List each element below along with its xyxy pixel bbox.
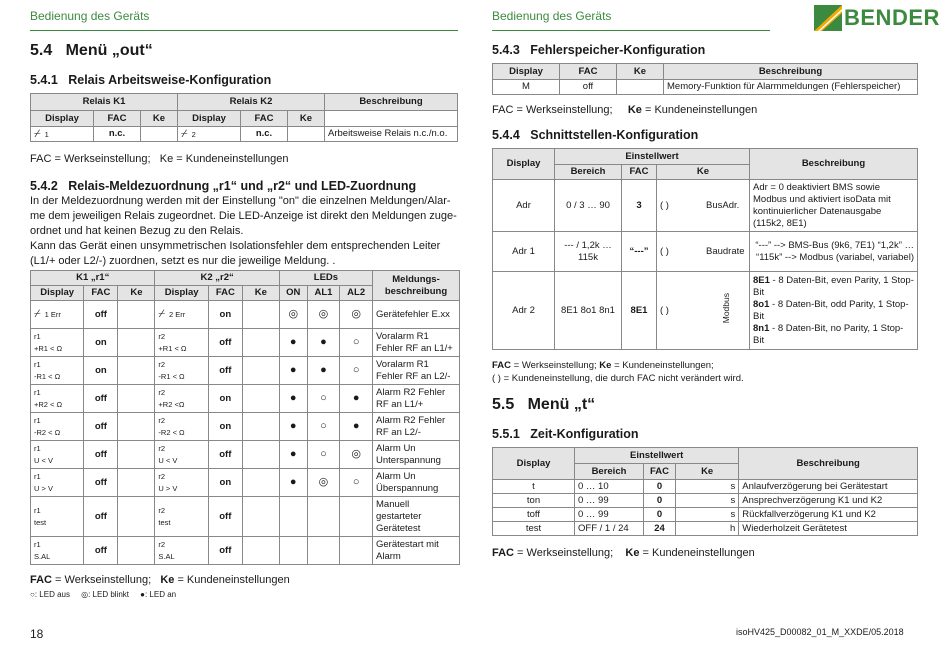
relay-mode-table (30, 93, 458, 142)
led-empty (340, 537, 373, 565)
header-right: Bedienung des Geräts (492, 9, 612, 23)
led-on-icon (307, 329, 340, 357)
table-row: r1 S.AL off r2 S.AL off Gerätestart mit Alarm (31, 537, 460, 565)
table-row: ton 0 … 99 0 s Ansprechverzögerung K1 und K2 (493, 494, 918, 508)
led-empty (307, 537, 340, 565)
th-leds: LEDs (279, 271, 372, 286)
relay-icon: ⌿ (34, 127, 41, 140)
led-blink-icon (340, 301, 373, 329)
table-row: Adr 2 8E1 8o1 8n1 8E1 ( ) Modbus 8E1 - 8 Daten-Bit, even Parity, 1 Stop-Bit 8o1 - 8 Daten-Bit, odd Parity, 1 Stop-Bit 8n1 - 8 Daten-Bit, no Parity, 1 Stop-Bit (493, 272, 918, 350)
relay-symbol-cell: ⌿ 1 (31, 127, 94, 142)
led-blink-icon (307, 301, 340, 329)
led-blink-icon (279, 301, 307, 329)
th-beschreibung: Beschreibung (325, 94, 458, 111)
table-row: t 0 … 10 0 s Anlaufverzögerung bei Gerätestart (493, 480, 918, 494)
error-memory-table: Display FAC Ke Beschreibung M off Memory-Funktion für Alarmmeldungen (Fehlerspeicher) (492, 63, 918, 95)
th-fac-1: FAC (94, 111, 141, 127)
th-relay-k2: Relais K2 (178, 94, 325, 111)
section-5-5-1-title: 5.5.1 Zeit-Konfiguration (492, 427, 639, 441)
led-off-icon (340, 469, 373, 497)
led-on-icon (279, 329, 307, 357)
led-on-icon (307, 357, 340, 385)
th-display-2: Display (178, 111, 241, 127)
section-5-4-2-paragraph: In der Meldezuordnung werden mit der Einstellung "on" die einzelnen Meldungen/Alar- me dem jeweiligen Relais zugeordnet. Die LED-Anzeige ist direkt den Meldungen zuge- ordnet und hat keinen Bezug zu den Relais. Kann das Gerät einen unsymmetrischen Isolationsfehler dem entsprechenden Leiter (L1/+ oder L2/-) zuordnen, setzt es nur die jeweilige Meldung. . (30, 195, 457, 267)
led-off-icon: ○ (30, 590, 35, 599)
page-number: 18 (30, 627, 44, 641)
interface-config-table: Display Einstellwert Beschreibung Bereich FAC Ke Adr 0 / 3 … 90 3 ( ) BusAdr. Adr = 0 deaktiviert BMS sowie Modbus und aktiviert isoData mit kontinuierlicher Datenausgabe (115k2, 8E1) Adr 1 --- / 1,2k … 115k “---” ( ) Baudrate “---” --> BMS-Bus (9k6, 7E1) “1,2k” … “115k” --> Modbus (variabel, variabel) Adr 2 8E1 8o1 8n1 8E1 ( ) Modbus 8E1 - 8 Daten-Bit, even Parity, 1 Stop-Bit 8o1 - 8 Daten-Bit, odd Parity, 1 Stop-Bit 8n1 - 8 Daten-Bit, no Parity, 1 Stop-Bit (492, 148, 918, 350)
table-row: test OFF / 1 / 24 24 h Wiederholzeit Gerätetest (493, 522, 918, 536)
table-row: ⌿ 1 Err off ⌿ 2 Err on ◎ ◎ ◎ Gerätefehler E.xx (31, 301, 460, 329)
table-row: Adr 0 / 3 … 90 3 ( ) BusAdr. Adr = 0 deaktiviert BMS sowie Modbus und aktiviert isoData mit kontinuierlicher Datenausgabe (115k2, 8E1) (493, 180, 918, 232)
table-row: M off Memory-Funktion für Alarmmeldungen (Fehlerspeicher) (493, 80, 918, 95)
header-rule-right (492, 30, 770, 31)
led-blink-icon (340, 441, 373, 469)
led-on-icon (279, 441, 307, 469)
table-row: r1 +R1 < Ω on r2 +R1 < Ω off ● ● ○ Voralarm R1 Fehler RF an L1/+ (31, 329, 460, 357)
led-off-icon (340, 357, 373, 385)
bender-logo-icon (814, 5, 842, 31)
note-5-4-3: FAC = Werkseinstellung; Ke = Kundeneinstellungen (492, 104, 758, 116)
table-row: r1 U > V off r2 U > V on ● ◎ ○ Alarm Un Überspannung (31, 469, 460, 497)
note-5-4-2: FAC = Werkseinstellung; Ke = Kundeneinstellungen (30, 574, 290, 586)
led-on-icon (340, 385, 373, 413)
led-blink-icon: ◎ (81, 590, 89, 599)
table-row: Adr 1 --- / 1,2k … 115k “---” ( ) Baudrate “---” --> BMS-Bus (9k6, 7E1) “1,2k” … “115k” --> Modbus (variabel, variabel) (493, 232, 918, 272)
th-ke-2: Ke (288, 111, 325, 127)
table-row: r1 U < V off r2 U < V off ● ○ ◎ Alarm Un Unterspannung (31, 441, 460, 469)
section-5-4-title: 5.4 Menü „out“ (30, 42, 153, 59)
doc-id: isoHV425_D00082_01_M_XXDE/05.2018 (736, 627, 904, 637)
led-off-icon (307, 441, 340, 469)
relay-assignment-table: K1 „r1“ K2 „r2“ LEDs Meldungs-beschreibung Display FAC Ke Display FAC Ke ON AL1 AL2 ⌿ 1 Err off ⌿ 2 Err on ◎ ◎ ◎ Gerätefehler E.xx r1 +R1 < Ω on r2 +R1 < Ω off ● ● ○ Voralarm R1 Fehler RF an L1/+ r1 -R1 < Ω on r2 -R1 < Ω off ● ● ○ Voralarm R1 Fehler RF an L2/- r1 +R2 < Ω off r2 +R2 <Ω on ● ○ ● Alarm R2 Fehler RF an L1/+ r1 -R2 < Ω off r2 -R2 < Ω on ● ○ ● Alarm R2 Fehler RF an L2/- r1 U < V off r2 U < V off ● ○ ◎ Alarm Un Unterspannung r1 U > V off r2 U > V on ● ◎ ○ Alarm Un Überspannung r1 test off r2 test off Manuell gestarteter Gerätetest r1 S.AL off r2 S.AL off Gerätestart mit Alarm (30, 270, 460, 565)
table-row: toff 0 … 99 0 s Rückfallverzögerung K1 und K2 (493, 508, 918, 522)
section-5-4-2-title: 5.4.2 Relais-Meldezuordnung „r1“ und „r2“ und LED-Zuordnung (30, 179, 417, 193)
led-off-icon (307, 385, 340, 413)
led-empty (307, 497, 340, 537)
note-5-5-1: FAC = Werkseinstellung; Ke = Kundeneinstellungen (492, 547, 755, 559)
th-fac-2: FAC (241, 111, 288, 127)
note-5-4-4-b: ( ) = Kundeneinstellung, die durch FAC nicht verändert wird. (492, 373, 744, 384)
led-on-icon (279, 385, 307, 413)
led-empty (279, 497, 307, 537)
table-row: r1 -R1 < Ω on r2 -R1 < Ω off ● ● ○ Voralarm R1 Fehler RF an L2/- (31, 357, 460, 385)
led-on-icon (340, 413, 373, 441)
relay-icon: ⌿ (158, 308, 166, 320)
section-5-5-title: 5.5 Menü „t“ (492, 396, 596, 413)
section-5-4-1-title: 5.4.1 Relais Arbeitsweise-Konfiguration (30, 73, 272, 87)
table-row: r1 -R2 < Ω off r2 -R2 < Ω on ● ○ ● Alarm R2 Fehler RF an L2/- (31, 413, 460, 441)
section-5-4-4-title: 5.4.4 Schnittstellen-Konfiguration (492, 128, 699, 142)
led-on-icon (279, 413, 307, 441)
th-k2-r2: K2 „r2“ (155, 271, 279, 286)
led-off-icon (340, 329, 373, 357)
table-row: r1 test off r2 test off Manuell gestarteter Gerätetest (31, 497, 460, 537)
led-blink-icon (307, 469, 340, 497)
note-5-4-1: FAC = Werkseinstellung; Ke = Kundeneinstellungen (30, 153, 289, 165)
led-empty (279, 537, 307, 565)
header-left: Bedienung des Geräts (30, 9, 150, 23)
bender-logo (814, 5, 940, 31)
relay-icon: ⌿ (181, 127, 188, 140)
th-display-1: Display (31, 111, 94, 127)
led-empty (340, 497, 373, 537)
table-row: ⌿ 1 n.c. ⌿ 2 n.c. Arbeitsweise Relais n.c./n.o. (31, 127, 458, 142)
th-meldung: Meldungs-beschreibung (373, 271, 460, 301)
led-on-icon (279, 469, 307, 497)
header-rule-left (30, 30, 458, 31)
time-config-table: Display Einstellwert Beschreibung Bereich FAC Ke t 0 … 10 0 s Anlaufverzögerung bei Gerätestart ton 0 … 99 0 s Ansprechverzögerung K1 und K2 toff 0 … 99 0 s Rückfallverzögerung K1 und K2 test OFF / 1 / 24 24 h Wiederholzeit Gerätetest (492, 447, 918, 536)
section-5-4-3-title: 5.4.3 Fehlerspeicher-Konfiguration (492, 43, 706, 57)
led-on-icon: ● (140, 590, 145, 599)
th-ke-1: Ke (141, 111, 178, 127)
logo-text: BENDER (844, 5, 940, 30)
th-k1-r1: K1 „r1“ (31, 271, 155, 286)
led-off-icon (307, 413, 340, 441)
led-on-icon (279, 357, 307, 385)
note-5-4-4-a: FAC = Werkseinstellung; Ke = Kundeneinstellungen; (492, 360, 714, 371)
table-row: r1 +R2 < Ω off r2 +R2 <Ω on ● ○ ● Alarm R2 Fehler RF an L1/+ (31, 385, 460, 413)
th-relay-k1: Relais K1 (31, 94, 178, 111)
led-legend: ○: LED aus ◎: LED blinkt ●: LED an (30, 590, 177, 599)
relay-icon: ⌿ (34, 308, 41, 320)
